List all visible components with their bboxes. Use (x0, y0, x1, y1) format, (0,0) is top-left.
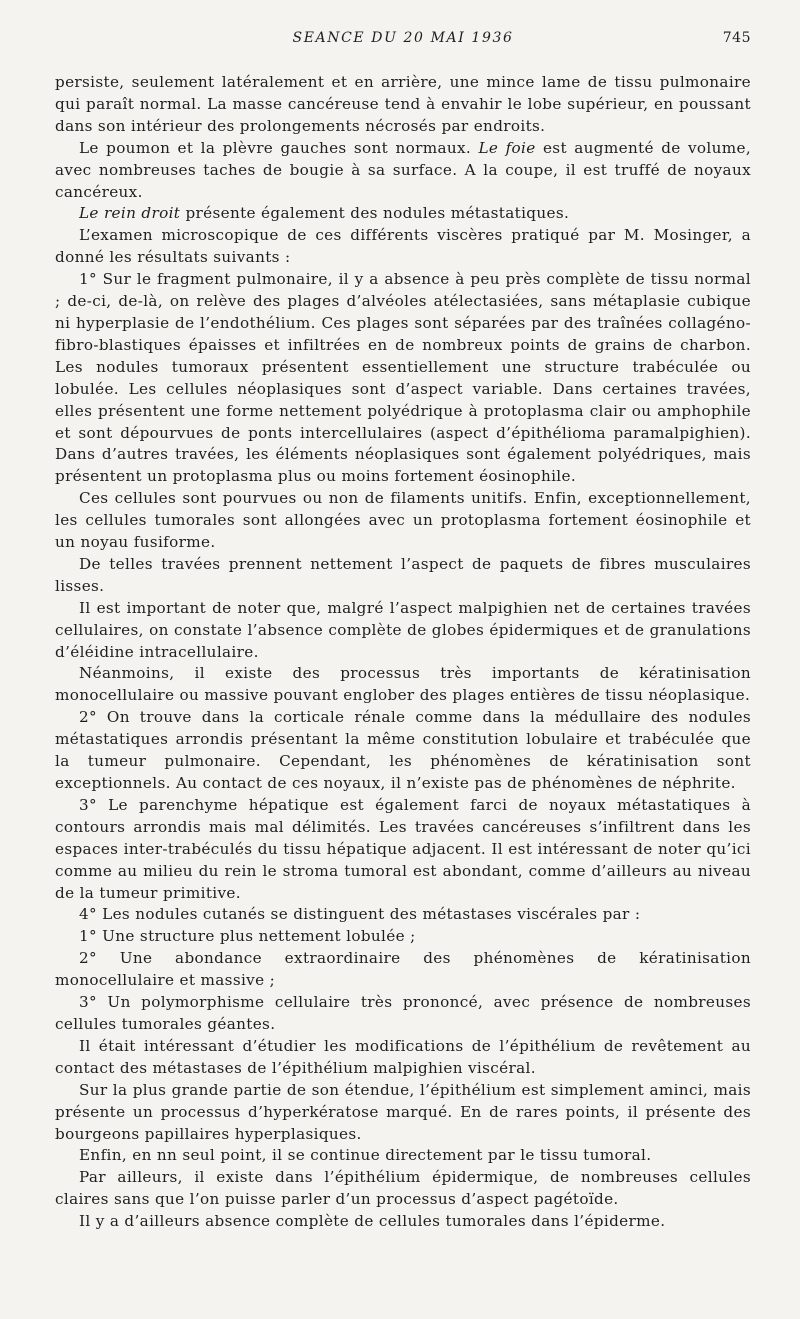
page-title: SEANCE DU 20 MAI 1936 (292, 30, 514, 46)
paragraph (55, 203, 751, 225)
paragraph (55, 138, 751, 204)
paragraph: L’examen microscopique de ces différents viscères pratiqué par M. Mosinger, a donné les résultats suivants : (55, 226, 751, 267)
text-span: Le poumon et la plèvre gauches sont normaux. (79, 138, 472, 157)
body-text (55, 72, 751, 1233)
paragraph: Par ailleurs, il existe dans l’épithélium épidermique, de nombreuses cellules claires sans que l’on puisse parler d’un processus d’aspect pagétoïde. (55, 1168, 751, 1209)
paragraph: persiste, seulement latéralement et en arrière, une mince lame de tissu pulmonaire qui paraît normal. La masse cancéreuse tend à envahir le lobe supérieur, en poussant dans son intérieur des prolongements nécrosés par endroits. (55, 73, 751, 135)
paragraph: Il est important de noter que, malgré l’aspect malpighien net de certaines travées cellulaires, on constate l’absence complète de globes épidermiques et de granulations d’éléidine intracellulaire. (55, 598, 751, 661)
paragraph: Sur la plus grande partie de son étendue, l’épithélium est simplement aminci, mais présente un processus d’hyperkératose marqué. En de rares points, il présente des bourgeons papillaires hyperplasiques. (55, 1080, 751, 1143)
paragraph: 2° On trouve dans la corticale rénale comme dans la médullaire des nodules métastatiques arrondis présentant la même constitution lobulaire et trabéculée que la tumeur pulmonaire. Cependant, les phénomènes de kératinisation sont exceptionnels. Au contact de ces noyaux, il n’existe pas de phénomènes de néphrite. (55, 708, 751, 792)
paragraph: 1° Sur le fragment pulmonaire, il y a absence à peu près complète de tissu normal ; de-ci, de-là, on relève des plages d’alvéoles atélectasiées, sans métaplasie cubique ni hyperplasie de l’endothélium. Ces plages sont séparées par des traînées collagéno-fibro-blastiques épaisses et infiltrées en de nombreux points de grains de charbon. Les nodules tumoraux présentent essentiellement une structure trabéculée ou lobulée. Les cellules néoplasiques sont d’aspect variable. Dans certaines travées, elles présentent une forme nettement polyédrique à protoplasma clair ou amphophile et sont dépourvues de ponts intercellulaires (aspect d’épithélioma paramalpighien). Dans d’autres travées, les éléments néoplasiques sont également polyédriques, mais présentent un protoplasma plus ou moins fortement éosinophile. (55, 270, 751, 486)
paragraph: Ces cellules sont pourvues ou non de filaments unitifs. Enfin, exceptionnellement, les cellules tumorales sont allongées avec un protoplasma fortement éosinophile et un noyau fusiforme. (55, 489, 751, 552)
paragraph: 2° Une abondance extraordinaire des phénomènes de kératinisation monocellulaire et massive ; (55, 949, 751, 990)
paragraph: Il y a d’ailleurs absence complète de cellules tumorales dans l’épiderme. (79, 1212, 666, 1231)
paragraph: 1° Une structure plus nettement lobulée ; (79, 927, 416, 946)
paragraph: Néanmoins, il existe des processus très importants de kératinisation monocellulaire ou massive pouvant englober des plages entières de tissu néoplasique. (55, 664, 751, 705)
paragraph: 3° Le parenchyme hépatique est également farci de noyaux métastatiques à contours arrondis mais mal délimités. Les travées cancéreuses s’infiltrent dans les espaces inter-trabéculés du tissu hépatique adjacent. Il est intéressant de noter qu’ici comme au milieu du rein le stroma tumoral est abondant, comme d’ailleurs au niveau de la tumeur primitive. (55, 795, 751, 902)
paragraph: Il était intéressant d’étudier les modifications de l’épithélium de revêtement au contact des métastases de l’épithélium malpighien viscéral. (55, 1036, 751, 1077)
paragraph: De telles travées prennent nettement l’aspect de paquets de fibres musculaires lisses. (55, 554, 751, 595)
paragraph: 3° Un polymorphisme cellulaire très prononcé, avec présence de nombreuses cellules tumorales géantes. (55, 993, 751, 1033)
page-number: 745 (722, 30, 751, 46)
paragraph: 4° Les nodules cutanés se distinguent des métastases viscérales par : (79, 905, 641, 924)
text-span: est augmenté de volume, avec nombreuses taches de bougie à sa surface. A la coupe, il est truffé de noyaux cancéreux. (55, 138, 752, 201)
paragraph: Enfin, en nn seul point, il se continue directement par le tissu tumoral. (79, 1146, 652, 1165)
text-span: présente également des nodules métastatiques. (185, 204, 570, 223)
running-head (55, 30, 751, 56)
italic-term: Le foie (478, 138, 536, 157)
italic-term: Le rein droit (79, 204, 181, 223)
